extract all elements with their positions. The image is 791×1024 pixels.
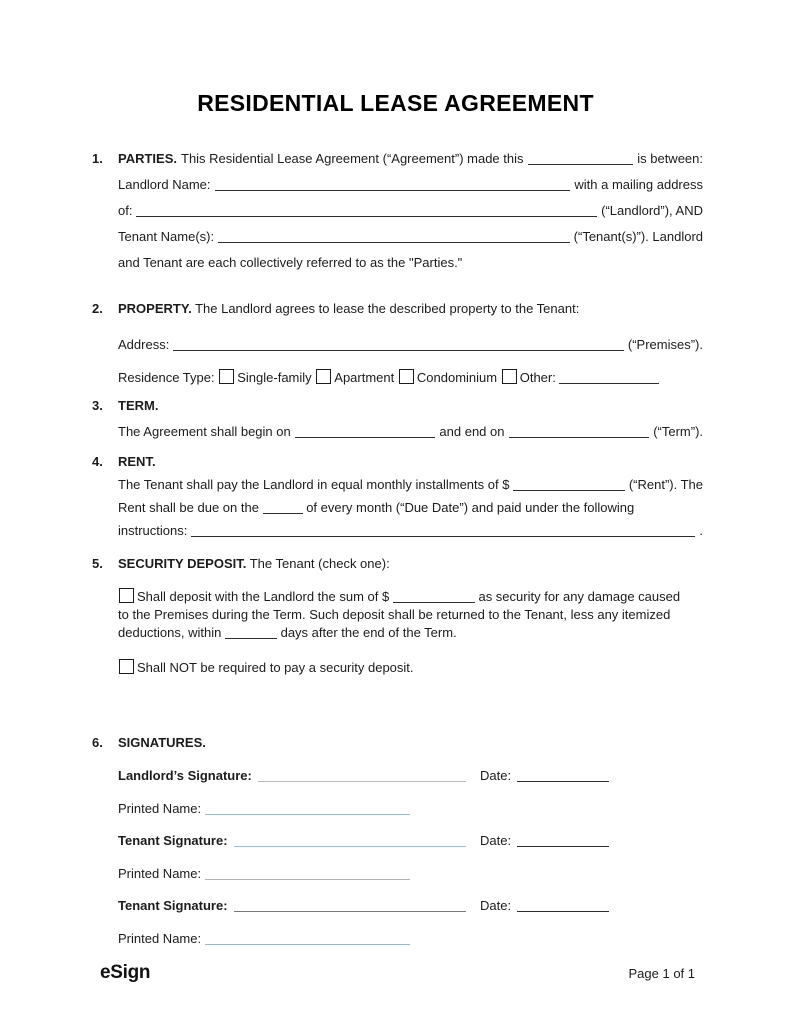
- tenant-1-signature-field[interactable]: [234, 835, 466, 847]
- landlord-printed-name-field[interactable]: [205, 803, 410, 815]
- landlord-printed-name-row: [118, 801, 703, 816]
- landlord-signature-label: Landlord’s Signature:: [118, 768, 252, 783]
- tenant-names-field[interactable]: [218, 231, 570, 243]
- rent-line2-suffix: of every month (“Due Date”) and paid under the following: [306, 500, 635, 515]
- rent-line1-text: The Tenant shall pay the Landlord in equal monthly installments of $: [118, 477, 510, 492]
- document-body: [0, 117, 791, 946]
- landlord-name-field[interactable]: [215, 179, 571, 191]
- rent-instructions-period: .: [699, 523, 703, 538]
- deposit-option1-line1-text: Shall deposit with the Landlord the sum of $: [137, 589, 390, 604]
- section-security-deposit: [92, 556, 703, 675]
- section-rent: [92, 454, 703, 538]
- section-signatures: [92, 735, 703, 946]
- section-signatures-number: 6.: [92, 735, 103, 750]
- single-family-label: Single-family: [237, 370, 312, 385]
- deposit-option1-line3-suffix: days after the end of the Term.: [280, 625, 457, 640]
- section-rent-heading: RENT.: [118, 454, 156, 469]
- rent-line2-text: Rent shall be due on the: [118, 500, 259, 515]
- property-address-suffix: (“Premises”).: [627, 337, 703, 352]
- rent-line1-suffix: (“Rent”). The: [628, 477, 703, 492]
- landlord-name-suffix: with a mailing address: [574, 177, 703, 192]
- mailing-address-suffix: (“Landlord”), AND: [601, 203, 703, 218]
- landlord-printed-name-label: Printed Name:: [118, 801, 202, 816]
- single-family-checkbox[interactable]: [219, 369, 234, 384]
- page-indicator: Page 1 of 1: [628, 966, 695, 981]
- other-checkbox[interactable]: [502, 369, 517, 384]
- landlord-signature-date-field[interactable]: [517, 770, 609, 782]
- page-footer: [0, 962, 791, 984]
- term-start-date-field[interactable]: [295, 426, 436, 438]
- parties-intro-text: This Residential Lease Agreement (“Agreement”) made this: [181, 151, 524, 166]
- property-intro-text: The Landlord agrees to lease the described property to the Tenant:: [195, 301, 580, 316]
- tenant-2-signature-field[interactable]: [234, 900, 466, 912]
- deposit-option2-text: Shall NOT be required to pay a security deposit.: [137, 660, 414, 675]
- section-property-number: 2.: [92, 301, 103, 316]
- other-label: Other:: [519, 370, 556, 385]
- rent-due-day-field[interactable]: [263, 502, 303, 514]
- no-deposit-checkbox[interactable]: [119, 659, 134, 674]
- tenant-1-printed-name-row: [118, 866, 703, 881]
- rent-instructions-label: instructions:: [118, 523, 188, 538]
- tenant-1-printed-name-label: Printed Name:: [118, 866, 202, 881]
- term-suffix-text: (“Term”).: [653, 424, 704, 439]
- premises-address-field[interactable]: [173, 339, 624, 351]
- term-begin-text: The Agreement shall begin on: [118, 424, 291, 439]
- mailing-address-field[interactable]: [136, 205, 597, 217]
- condominium-checkbox[interactable]: [399, 369, 414, 384]
- mailing-address-label: of:: [118, 203, 133, 218]
- residence-type-label: Residence Type:: [118, 370, 215, 385]
- deduction-days-field[interactable]: [225, 627, 277, 639]
- term-middle-text: and end on: [439, 424, 505, 439]
- tenant-names-suffix: (“Tenant(s)”). Landlord: [573, 229, 703, 244]
- tenant-1-signature-date-field[interactable]: [517, 835, 609, 847]
- deposit-option1-line1-suffix: as security for any damage caused: [478, 589, 681, 604]
- deposit-amount-field[interactable]: [393, 591, 475, 603]
- tenant-1-signature-label: Tenant Signature:: [118, 833, 228, 848]
- tenant-1-signature-row: [118, 833, 703, 848]
- landlord-name-label: Landlord Name:: [118, 177, 211, 192]
- tenant-2-date-label: Date:: [480, 898, 512, 913]
- section-rent-number: 4.: [92, 454, 103, 469]
- section-parties-heading: PARTIES.: [118, 151, 177, 166]
- section-term: [92, 398, 703, 439]
- landlord-signature-field[interactable]: [258, 770, 466, 782]
- tenant-1-printed-name-field[interactable]: [205, 868, 410, 880]
- section-deposit-number: 5.: [92, 556, 103, 571]
- tenant-2-printed-name-label: Printed Name:: [118, 931, 202, 946]
- tenant-2-signature-date-field[interactable]: [517, 900, 609, 912]
- document-title: RESIDENTIAL LEASE AGREEMENT: [197, 90, 594, 116]
- section-property-heading: PROPERTY.: [118, 301, 192, 316]
- tenant-2-signature-row: [118, 898, 703, 913]
- agreement-date-field[interactable]: [528, 153, 634, 165]
- apartment-label: Apartment: [334, 370, 395, 385]
- section-parties-number: 1.: [92, 151, 103, 166]
- parties-closing-text: and Tenant are each collectively referred to as the "Parties.": [118, 255, 463, 270]
- landlord-date-label: Date:: [480, 768, 512, 783]
- deposit-option1-line3-text: deductions, within: [118, 625, 222, 640]
- tenant-names-label: Tenant Name(s):: [118, 229, 215, 244]
- esign-logo: eSign: [100, 962, 151, 983]
- payment-instructions-field[interactable]: [191, 525, 695, 537]
- term-end-date-field[interactable]: [509, 426, 650, 438]
- section-deposit-heading: SECURITY DEPOSIT.: [118, 556, 247, 571]
- deposit-intro-text: The Tenant (check one):: [249, 556, 390, 571]
- condominium-label: Condominium: [416, 370, 498, 385]
- property-address-label: Address:: [118, 337, 170, 352]
- section-signatures-heading: SIGNATURES.: [118, 735, 206, 750]
- tenant-1-date-label: Date:: [480, 833, 512, 848]
- section-term-number: 3.: [92, 398, 103, 413]
- section-property: [92, 301, 703, 385]
- deposit-required-checkbox[interactable]: [119, 588, 134, 603]
- section-term-heading: TERM.: [118, 398, 159, 413]
- tenant-2-signature-label: Tenant Signature:: [118, 898, 228, 913]
- rent-amount-field[interactable]: [513, 479, 624, 491]
- deposit-option1-line2-text: to the Premises during the Term. Such deposit shall be returned to the Tenant, less any itemized: [118, 607, 671, 622]
- parties-intro-suffix: is between:: [637, 151, 703, 166]
- apartment-checkbox[interactable]: [316, 369, 331, 384]
- tenant-2-printed-name-field[interactable]: [205, 933, 410, 945]
- section-parties: [92, 151, 703, 270]
- other-residence-field[interactable]: [559, 372, 659, 384]
- tenant-2-printed-name-row: [118, 931, 703, 946]
- landlord-signature-row: [118, 768, 703, 783]
